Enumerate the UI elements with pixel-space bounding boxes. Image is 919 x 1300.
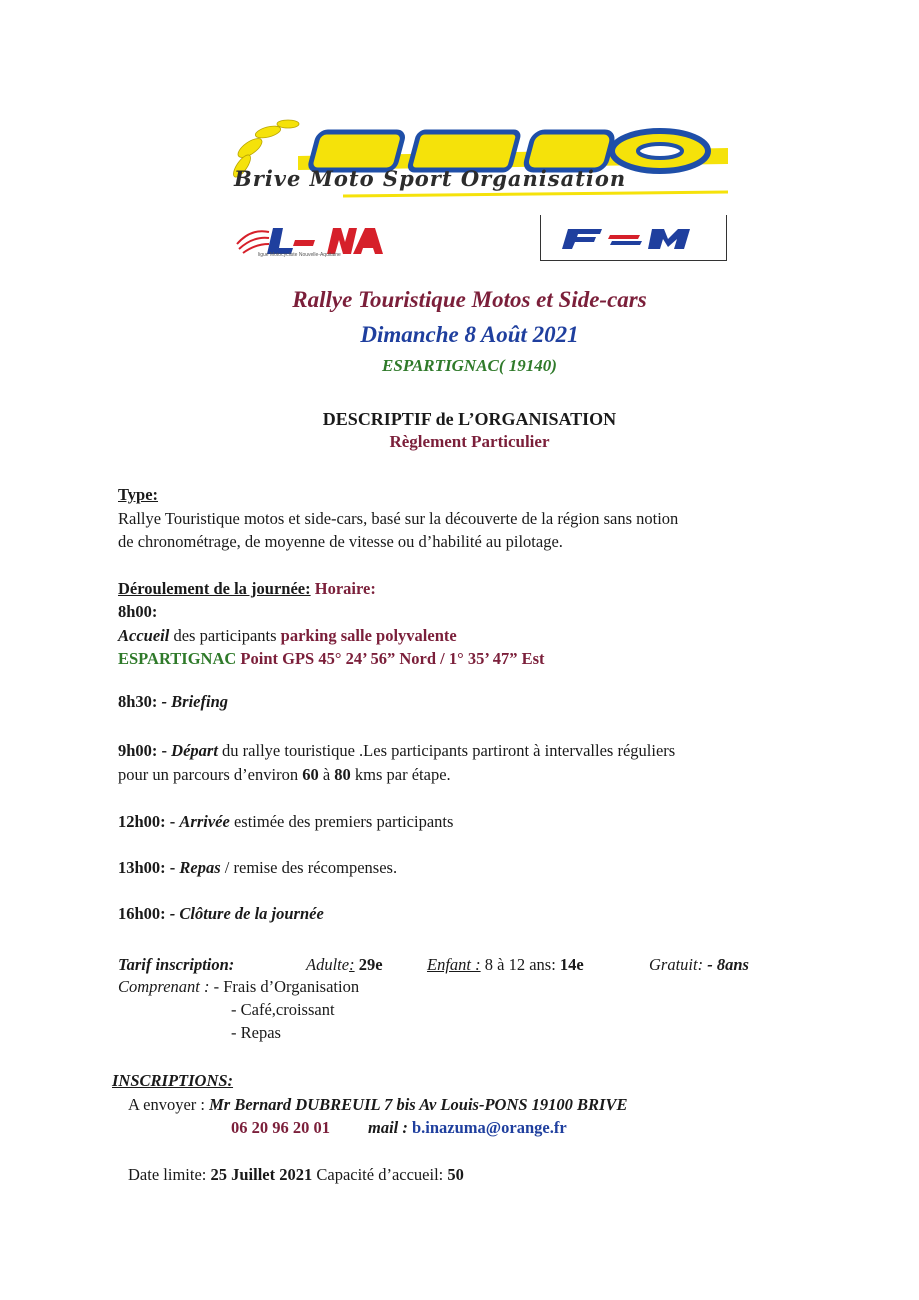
adresse-text: Mr Bernard DUBREUIL 7 bis Av Louis-PONS 19100 BRIVE xyxy=(209,1095,628,1114)
accueil-em: Accueil xyxy=(118,626,170,645)
envoyer-label: A envoyer : xyxy=(128,1095,210,1114)
tarif-item-1: - Café,croissant xyxy=(231,1000,335,1019)
gratuit-label: Gratuit: xyxy=(649,955,708,974)
type-line-2: de chronométrage, de moyenne de vitesse ou d’habilité au pilotage. xyxy=(118,532,563,551)
deroulement-label: Déroulement de la journée: xyxy=(118,579,311,598)
bmso-script-text: Brive Moto Sport Organisation xyxy=(234,166,627,191)
parcours-c: kms par étape. xyxy=(350,765,451,784)
arrivee-em: Arrivée xyxy=(179,812,230,831)
comprenant-label: Comprenant : xyxy=(118,977,214,996)
accueil-rest: des participants xyxy=(169,626,281,645)
gratuit-value: - 8ans xyxy=(707,955,749,974)
briefing-text: - Briefing xyxy=(157,692,229,711)
depart-line xyxy=(118,739,675,762)
comprenant-line xyxy=(118,975,359,998)
capacite-value: 50 xyxy=(447,1165,464,1184)
ffm-logo xyxy=(560,225,705,251)
time-8h00: 8h00: xyxy=(118,602,158,621)
time-13h00: 13h00: xyxy=(118,858,166,877)
capacite-label: Capacité d’accueil: xyxy=(312,1165,448,1184)
gps-text: Point GPS 45° 24’ 56” Nord / 1° 35’ 47” Est xyxy=(236,649,545,668)
accueil-line xyxy=(118,624,457,647)
bmso-logo xyxy=(228,118,743,210)
inscriptions-label: INSCRIPTIONS: xyxy=(112,1071,234,1090)
enfant-ages: 8 à 12 ans: xyxy=(480,955,560,974)
mail-address[interactable]: b.inazuma@orange.fr xyxy=(412,1118,567,1137)
enfant-group xyxy=(427,953,584,976)
date-limite-value: 25 Juillet 2021 xyxy=(210,1165,313,1184)
repas-dash: - xyxy=(165,858,180,877)
arrivee-line xyxy=(118,810,453,833)
depart-rest: du rallye touristique .Les participants partiront à intervalles réguliers xyxy=(217,741,676,760)
arrivee-rest: estimée des premiers participants xyxy=(229,812,454,831)
type-line-1: Rallye Touristique motos et side-cars, basé sur la découverte de la région sans notion xyxy=(118,509,679,528)
parcours-line xyxy=(118,763,451,786)
date-limite-label: Date limite: xyxy=(128,1165,211,1184)
contact-line xyxy=(231,1116,567,1139)
enfant-price: 14e xyxy=(559,955,584,974)
tarif-item-0: - Frais d’Organisation xyxy=(213,977,360,996)
repas-rest: / remise des récompenses. xyxy=(220,858,398,877)
event-location: ESPARTIGNAC( 19140) xyxy=(382,356,557,375)
phone-number: 06 20 96 20 01 xyxy=(231,1118,330,1137)
depart-em: Départ xyxy=(171,741,218,760)
depart-dash: - xyxy=(157,741,172,760)
gps-line xyxy=(118,647,545,670)
cloture-text: - Clôture de la journée xyxy=(165,904,324,923)
type-label: Type: xyxy=(118,485,159,504)
time-12h00: 12h00: xyxy=(118,812,166,831)
repas-line xyxy=(118,856,397,879)
heading-reglement: Règlement Particulier xyxy=(389,432,550,451)
envoyer-line xyxy=(128,1093,627,1116)
parcours-a: pour un parcours d’environ xyxy=(118,765,303,784)
enfant-label: Enfant xyxy=(427,955,471,974)
lna-subtitle: ligue Motocycliste Nouvelle-Aquitaine xyxy=(258,252,341,258)
tarif-item-2: - Repas xyxy=(231,1023,281,1042)
bmso-letters xyxy=(309,131,708,171)
arrivee-dash: - xyxy=(165,812,180,831)
wing-icon xyxy=(237,231,269,253)
parcours-b: à xyxy=(318,765,335,784)
enfant-colon: : xyxy=(471,955,481,974)
horaire-label: Horaire: xyxy=(310,579,376,598)
deroulement-heading xyxy=(118,577,376,600)
adulte-group xyxy=(306,953,383,976)
mail-label: mail : xyxy=(368,1118,412,1137)
adulte-colon: : xyxy=(349,955,355,974)
time-9h00: 9h00: xyxy=(118,741,158,760)
espartignac-text: ESPARTIGNAC xyxy=(118,649,237,668)
event-date: Dimanche 8 Août 2021 xyxy=(360,322,579,347)
footer-line xyxy=(128,1163,464,1186)
gratuit-group xyxy=(649,953,749,976)
km-max: 80 xyxy=(334,765,351,784)
parking-text: parking salle polyvalente xyxy=(280,626,457,645)
time-16h00: 16h00: xyxy=(118,904,166,923)
tarif-label: Tarif inscription: xyxy=(118,955,235,974)
heading-descriptif: DESCRIPTIF de L’ORGANISATION xyxy=(322,409,617,429)
cloture-line xyxy=(118,902,324,925)
adulte-price: 29e xyxy=(354,955,383,974)
adulte-label: Adulte xyxy=(306,955,350,974)
briefing-line xyxy=(118,690,228,713)
km-min: 60 xyxy=(302,765,319,784)
event-title: Rallye Touristique Motos et Side-cars xyxy=(292,287,647,312)
time-8h30: 8h30: xyxy=(118,692,158,711)
repas-em: Repas xyxy=(179,858,221,877)
